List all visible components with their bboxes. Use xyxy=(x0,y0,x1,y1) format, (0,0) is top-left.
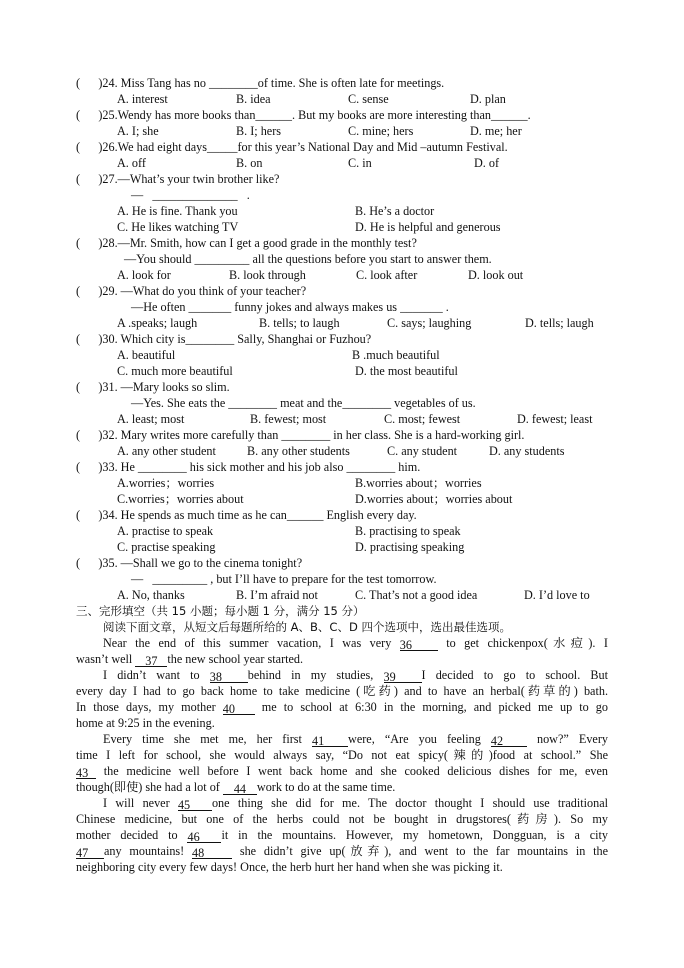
q30-option-d: D. the most beautiful xyxy=(355,364,458,378)
q31-option-d: D. fewest; least xyxy=(517,412,593,426)
q32-option-c: C. any student xyxy=(387,444,458,458)
passage-line: time I left for school, she would always say, “Do not eat spicy(辣的)food at school.” She xyxy=(76,748,608,762)
q28-option-d: D. look out xyxy=(468,268,524,282)
q28-option-a: A. look for xyxy=(117,268,171,282)
passage-line: Every time she met me, her first 41 were, “Are you feeling 42 now?” Every xyxy=(103,732,608,748)
question-29-stem: ( )29. —What do you think of your teacher? xyxy=(76,284,307,298)
blank-48: 48 xyxy=(192,846,232,859)
q32-option-b: B. any other students xyxy=(247,444,350,458)
q26-option-c: C. in xyxy=(348,156,372,170)
q32-option-d: D. any students xyxy=(489,444,565,458)
q25-option-d: D. me; her xyxy=(470,124,522,138)
passage-line: though(即使) she had a lot of 44 work to do at the same time. xyxy=(76,780,396,796)
q33-option-d: D.worries about；worries about xyxy=(355,492,513,506)
q28-option-c: C. look after xyxy=(356,268,418,282)
blank-43: 43 xyxy=(76,766,96,779)
q30-option-b: B .much beautiful xyxy=(352,348,440,362)
q34-option-b: B. practising to speak xyxy=(355,524,461,538)
q27-option-d: D. He is helpful and generous xyxy=(355,220,501,234)
q33-option-b: B.worries about；worries xyxy=(355,476,482,490)
passage-line: neighboring city every few days! Once, the herb hurt her hand when she was picking it. xyxy=(76,860,503,874)
passage-line: In those days, my mother 40 me to school at 6:30 in the morning, and picked me up to go xyxy=(76,700,608,716)
passage-line: home at 9:25 in the evening. xyxy=(76,716,215,730)
blank-41: 41 xyxy=(312,734,348,747)
q24-option-b: B. idea xyxy=(236,92,271,106)
q32-option-a: A. any other student xyxy=(117,444,216,458)
passage-line: every day I had to go back home to take medicine (吃药) and to have an herbal(药草的) bath. xyxy=(76,684,608,698)
q31-reply: —Yes. She eats the ________ meat and the________ vegetables of us. xyxy=(131,396,476,410)
blank-37: 37 xyxy=(135,654,167,667)
question-26-stem: ( )26.We had eight days_____for this year’s National Day and Mid –autumn Festival. xyxy=(76,140,508,154)
q34-option-a: A. practise to speak xyxy=(117,524,214,538)
blank-36: 36 xyxy=(400,638,438,651)
q24-option-a: A. interest xyxy=(117,92,168,106)
q35-option-a: A. No, thanks xyxy=(117,588,185,602)
question-31-stem: ( )31. —Mary looks so slim. xyxy=(76,380,230,394)
q26-option-d: D. of xyxy=(474,156,500,170)
passage-line: I didn’t want to 38 behind in my studies, 39 I decided to go to school. But xyxy=(103,668,609,684)
q31-option-c: C. most; fewest xyxy=(384,412,461,426)
question-28-stem: ( )28.—Mr. Smith, how can I get a good grade in the monthly test? xyxy=(76,236,417,250)
q35-option-c: C. That’s not a good idea xyxy=(355,588,478,602)
q25-option-c: C. mine; hers xyxy=(348,124,414,138)
q35-reply: — _________ , but I’ll have to prepare for the test tomorrow. xyxy=(131,572,437,586)
q30-option-a: A. beautiful xyxy=(117,348,176,362)
q24-option-d: D. plan xyxy=(470,92,506,106)
blank-39: 39 xyxy=(384,670,422,683)
q34-option-d: D. practising speaking xyxy=(355,540,465,554)
blank-44: 44 xyxy=(223,782,257,795)
q25-option-b: B. I; hers xyxy=(236,124,282,138)
blank-46: 46 xyxy=(187,830,221,843)
q26-option-b: B. on xyxy=(236,156,263,170)
question-24-stem: ( )24. Miss Tang has no ________of time. She is often late for meetings. xyxy=(76,76,445,90)
question-27-stem: ( )27.—What’s your twin brother like? xyxy=(76,172,280,186)
passage-line: Chinese medicine, but one of the herbs could not be bought in drugstores(药房). So my xyxy=(76,812,608,826)
q29-option-a: A .speaks; laugh xyxy=(117,316,198,330)
passage-line: wasn’t well 37 the new school year started. xyxy=(76,652,304,668)
q35-option-b: B. I’m afraid not xyxy=(236,588,318,602)
question-33-stem: ( )33. He ________ his sick mother and his job also ________ him. xyxy=(76,460,421,474)
q24-option-c: C. sense xyxy=(348,92,389,106)
question-34-stem: ( )34. He spends as much time as he can______ English every day. xyxy=(76,508,417,522)
q29-option-b: B. tells; to laugh xyxy=(259,316,340,330)
q29-option-c: C. says; laughing xyxy=(387,316,472,330)
q25-option-a: A. I; she xyxy=(117,124,159,138)
q33-option-c: C.worries；worries about xyxy=(117,492,244,506)
question-25-stem: ( )25.Wendy has more books than______. But my books are more interesting than______. xyxy=(76,108,531,122)
passage-line: I will never 45 one thing she did for me. The doctor thought I should use traditional xyxy=(103,796,608,812)
q34-option-c: C. practise speaking xyxy=(117,540,216,554)
blank-38: 38 xyxy=(210,670,248,683)
blank-45: 45 xyxy=(178,798,212,811)
q29-option-d: D. tells; laugh xyxy=(525,316,594,330)
q35-option-d: D. I’d love to xyxy=(524,588,590,602)
blank-47: 47 xyxy=(76,846,104,859)
q27-option-a: A. He is fine. Thank you xyxy=(117,204,238,218)
section-title: 三、完形填空（共 15 小题；每小题 1 分，满分 15 分） xyxy=(76,604,365,618)
question-35-stem: ( )35. —Shall we go to the cinema tonight? xyxy=(76,556,303,570)
q28-option-b: B. look through xyxy=(229,268,306,282)
blank-42: 42 xyxy=(491,734,527,747)
q27-option-c: C. He likes watching TV xyxy=(117,220,239,234)
q30-option-c: C. much more beautiful xyxy=(117,364,233,378)
blank-40: 40 xyxy=(223,702,255,715)
passage-line: 47 any mountains! 48 she didn’t give up(放弃), and went to the far mountains in the xyxy=(76,844,608,860)
q29-reply: —He often _______ funny jokes and always makes us _______ . xyxy=(131,300,449,314)
q27-option-b: B. He’s a doctor xyxy=(355,204,435,218)
passage-line: 43 the medicine well before I went back home and she cooked delicious dishes for me, even xyxy=(76,764,608,780)
section-instruction: 阅读下面文章，从短文后每题所给的 A、B、C、D 四个选项中，选出最佳选项。 xyxy=(103,620,511,634)
passage-line: Near the end of this summer vacation, I was very 36 to get chickenpox(水痘). I xyxy=(103,636,608,652)
passage-line: mother decided to 46 it in the mountains. However, my hometown, Dongguan, is a city xyxy=(76,828,608,844)
q28-reply: —You should _________ all the questions before you start to answer them. xyxy=(124,252,492,266)
q31-option-b: B. fewest; most xyxy=(250,412,327,426)
question-32-stem: ( )32. Mary writes more carefully than ________ in her class. She is a hard-working girl. xyxy=(76,428,525,442)
q31-option-a: A. least; most xyxy=(117,412,185,426)
q27-reply: — ______________ . xyxy=(131,188,250,202)
question-30-stem: ( )30. Which city is________ Sally, Shanghai or Fuzhou? xyxy=(76,332,372,346)
q26-option-a: A. off xyxy=(117,156,146,170)
q33-option-a: A.worries；worries xyxy=(117,476,215,490)
